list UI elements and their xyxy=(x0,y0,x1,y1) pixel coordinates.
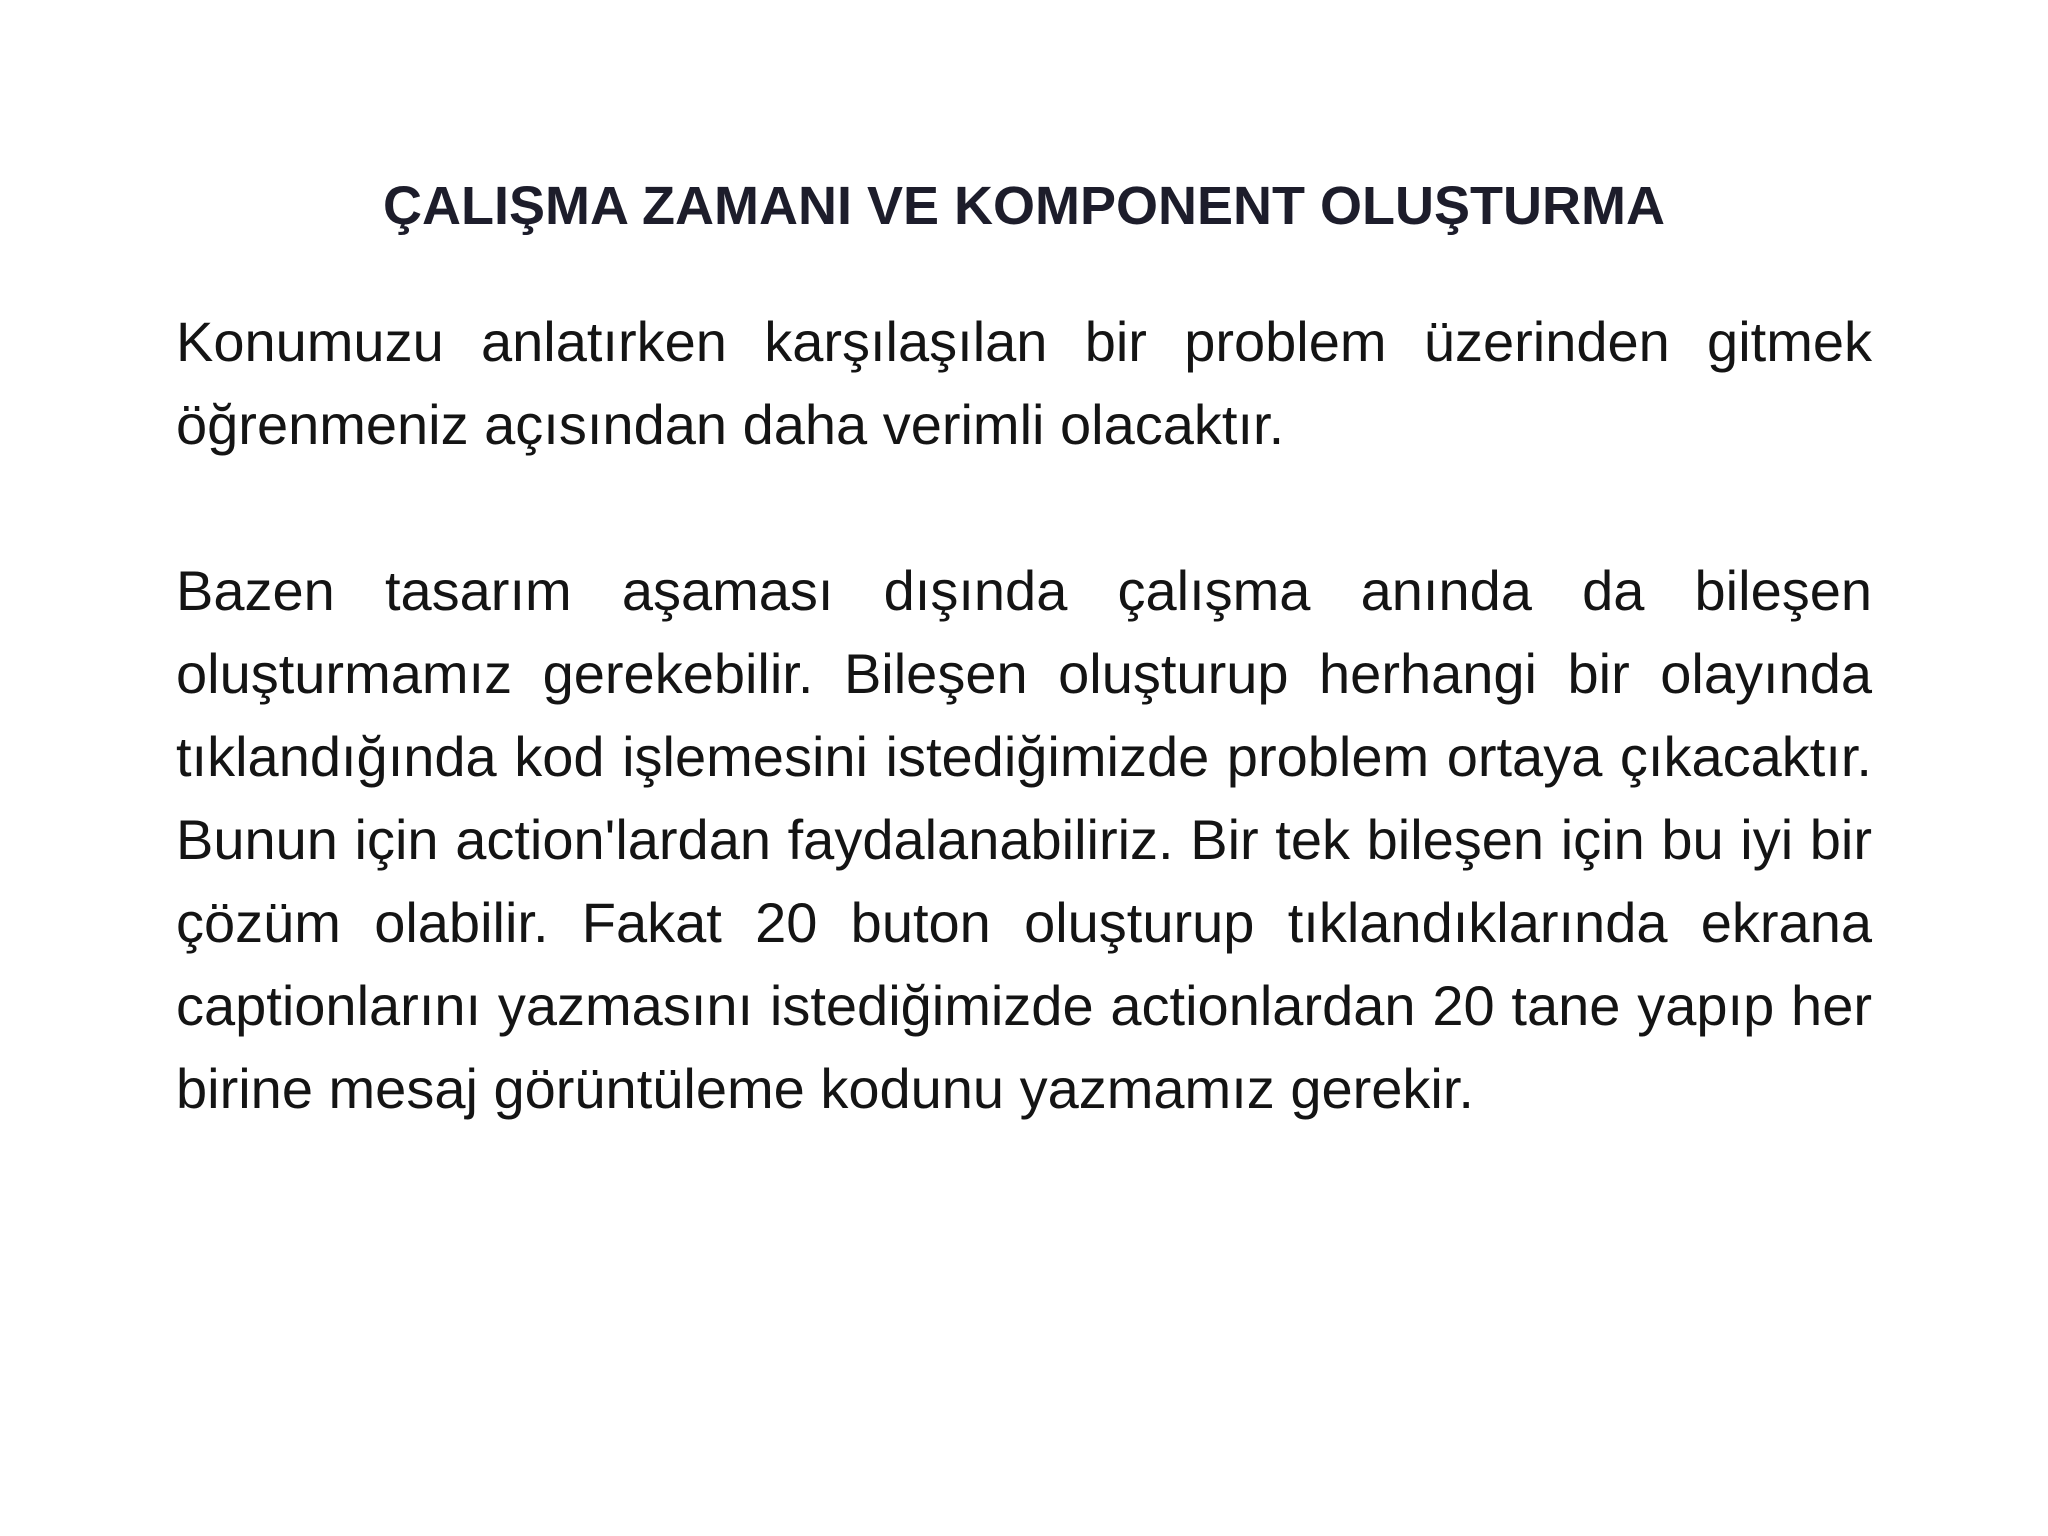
slide-body xyxy=(176,300,1872,1130)
body-paragraph-2: Bazen tasarım aşaması dışında çalışma anında da bileşen oluşturmamız gerekebilir. Bileşen oluşturup herhangi bir olayında tıklandığında kod işlemesini istediğimizde problem ortaya çıkacaktır. Bunun için action'lardan faydalanabiliriz. Bir tek bileşen için bu iyi bir çözüm olabilir. Fakat 20 buton oluşturup tıklandıklarında ekrana captionlarını yazmasını istediğimizde actionlardan 20 tane yapıp her birine mesaj görüntüleme kodunu yazmamız gerekir. xyxy=(176,559,1872,1120)
body-paragraph-1: Konumuzu anlatırken karşılaşılan bir problem üzerinden gitmek öğrenmeniz açısından daha verimli olacaktır. xyxy=(176,310,1872,456)
slide-title: ÇALIŞMA ZAMANI VE KOMPONENT OLUŞTURMA xyxy=(383,176,1665,236)
